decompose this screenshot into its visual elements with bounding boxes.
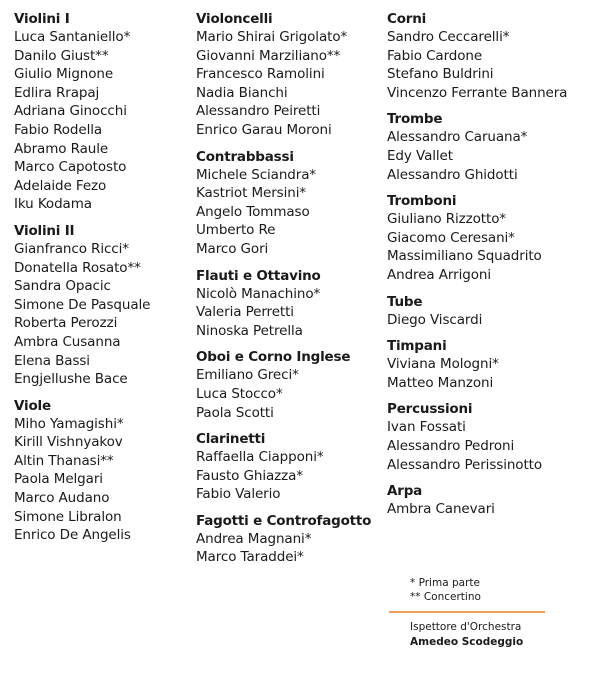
player-name: Valeria Perretti — [196, 304, 294, 321]
section-title: Oboi e Corno Inglese — [196, 349, 351, 366]
player-name: Alessandro Pedroni — [387, 437, 515, 454]
section-title: Violini I — [14, 11, 70, 27]
player-name: Simone Libralon — [14, 508, 122, 525]
orchestra-inspector — [410, 620, 523, 650]
section-violoncelli — [196, 10, 371, 140]
player-name: Mario Shirai Grigolato* — [196, 29, 348, 45]
player-name: Danilo Giust** — [14, 47, 109, 64]
section-arpa — [387, 482, 567, 519]
player-name: Emiliano Greci* — [196, 367, 299, 384]
footnote-legend — [410, 576, 481, 604]
player-name: Roberta Perozzi — [14, 315, 118, 332]
player-name: Alessandro Ghidotti — [387, 166, 518, 183]
player-name: Sandra Opacic — [14, 278, 111, 295]
player-name: Adelaide Fezo — [14, 177, 107, 194]
section-title: Tube — [387, 293, 423, 310]
column-1 — [14, 10, 150, 553]
section-trombe — [387, 110, 567, 184]
player-name: Marco Audano — [14, 490, 110, 507]
player-name: Ninoska Petrella — [196, 322, 303, 339]
player-name: Iku Kodama — [14, 196, 92, 213]
section-title: Flauti e Ottavino — [196, 267, 321, 284]
player-name: Francesco Ramolini — [196, 66, 325, 83]
player-name: Stefano Buldrini — [387, 66, 494, 83]
player-name: Sandro Ceccarelli* — [387, 29, 510, 45]
column-2 — [196, 10, 371, 575]
player-name: Kastriot Mersini* — [196, 185, 307, 202]
section-title: Fagotti e Controfagotto — [196, 512, 372, 529]
player-name: Andrea Magnani* — [196, 530, 312, 547]
player-name: Alessandro Peiretti — [196, 103, 321, 120]
player-name: Edlira Rrapaj — [14, 84, 100, 101]
player-name: Gianfranco Ricci* — [14, 240, 129, 257]
player-name: Alessandro Perissinotto — [387, 456, 543, 473]
section-title: Contrabbassi — [196, 148, 294, 165]
section-title: Trombe — [387, 111, 443, 128]
player-name: Elena Bassi — [14, 352, 90, 369]
player-name: Massimiliano Squadrito — [387, 248, 542, 265]
player-name: Ambra Canevari — [387, 501, 495, 518]
player-name: Fabio Valerio — [196, 486, 281, 503]
section-violini-ii — [14, 222, 150, 389]
player-name: Abramo Raule — [14, 140, 109, 157]
section-contrabbassi — [196, 148, 371, 259]
player-name: Raffaella Ciapponi* — [196, 449, 324, 466]
section-tube — [387, 293, 567, 330]
player-name: Enrico Garau Moroni — [196, 121, 332, 138]
section-title: Arpa — [387, 483, 423, 500]
player-name: Engjellushe Bace — [14, 371, 128, 388]
section-title: Violini II — [14, 222, 75, 239]
player-name: Umberto Re — [196, 222, 276, 239]
section-violini-i — [14, 10, 150, 214]
player-name: Viviana Mologni* — [387, 356, 499, 373]
player-name: Altin Thanasi** — [14, 452, 114, 469]
section-corni — [387, 10, 567, 102]
section-title: Tromboni — [387, 193, 457, 210]
legend-concertino: ** Concertino — [410, 591, 481, 603]
player-name: Vincenzo Ferrante Bannera — [387, 84, 568, 101]
player-name: Alessandro Caruana* — [387, 129, 528, 146]
player-name: Kirill Vishnyakov — [14, 434, 123, 451]
player-name: Luca Stocco* — [196, 385, 283, 402]
player-name: Fausto Ghiazza* — [196, 467, 303, 484]
player-name: Giuliano Rizzotto* — [387, 211, 507, 228]
player-name: Angelo Tommaso — [196, 203, 310, 220]
section-title: Viole — [14, 397, 51, 414]
player-name: Simone De Pasquale — [14, 296, 151, 313]
section-percussioni — [387, 400, 567, 474]
section-title: Timpani — [387, 338, 447, 355]
section-viole — [14, 397, 150, 545]
section-fagotti-e-controfagotto — [196, 512, 371, 567]
player-name: Andrea Arrigoni — [387, 266, 491, 283]
player-name: Luca Santaniello* — [14, 29, 131, 45]
player-name: Paola Melgari — [14, 471, 103, 488]
player-name: Enrico De Angelis — [14, 527, 131, 544]
player-name: Edy Vallet — [387, 147, 453, 164]
section-title: Violoncelli — [196, 11, 273, 27]
player-name: Marco Gori — [196, 240, 269, 257]
inspector-name: Amedeo Scodeggio — [410, 636, 524, 648]
player-name: Adriana Ginocchi — [14, 103, 127, 120]
player-name: Nadia Bianchi — [196, 84, 288, 101]
player-name: Diego Viscardi — [387, 311, 483, 328]
player-name: Fabio Cardone — [387, 47, 483, 64]
player-name: Marco Taraddei* — [196, 549, 304, 566]
section-flauti-e-ottavino — [196, 267, 371, 341]
section-oboi-e-corno-inglese — [196, 348, 371, 422]
orange-divider — [389, 611, 545, 613]
section-title: Percussioni — [387, 401, 473, 418]
inspector-label: Ispettore d'Orchestra — [410, 621, 522, 633]
section-tromboni — [387, 192, 567, 284]
player-name: Fabio Rodella — [14, 121, 103, 138]
player-name: Giovanni Marziliano** — [196, 47, 341, 64]
player-name: Michele Sciandra* — [196, 166, 317, 183]
legend-principal: * Prima parte — [410, 577, 480, 589]
section-title: Clarinetti — [196, 431, 266, 448]
column-3 — [387, 10, 567, 527]
player-name: Donatella Rosato** — [14, 259, 141, 276]
player-name: Miho Yamagishi* — [14, 415, 124, 432]
player-name: Giulio Mignone — [14, 66, 114, 83]
section-timpani — [387, 337, 567, 392]
player-name: Marco Capotosto — [14, 159, 127, 176]
section-title: Corni — [387, 11, 427, 27]
player-name: Ambra Cusanna — [14, 333, 121, 350]
player-name: Matteo Manzoni — [387, 374, 494, 391]
section-clarinetti — [196, 430, 371, 504]
player-name: Paola Scotti — [196, 404, 274, 421]
player-name: Nicolò Manachino* — [196, 285, 321, 302]
player-name: Ivan Fossati — [387, 419, 466, 436]
player-name: Giacomo Ceresani* — [387, 229, 515, 246]
